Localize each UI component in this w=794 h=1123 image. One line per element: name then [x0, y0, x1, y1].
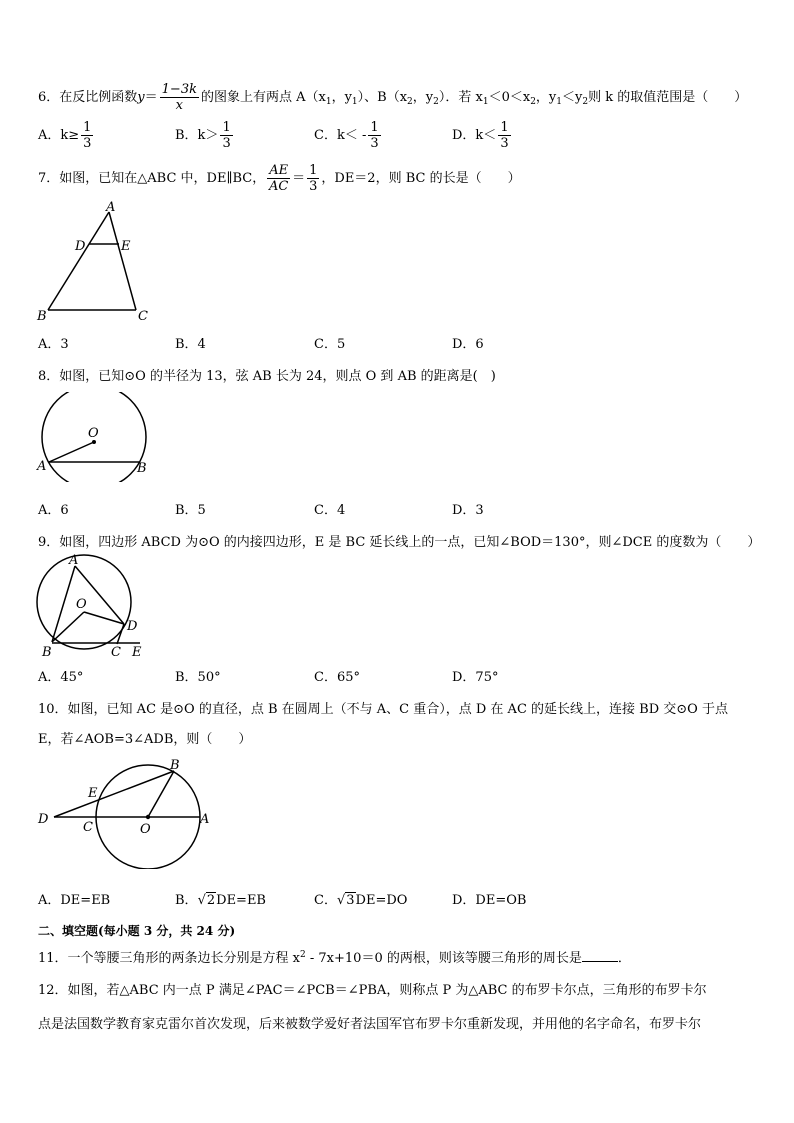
- q9-circle-figure: [34, 552, 149, 658]
- option-label: B．: [175, 893, 198, 908]
- q8-option-d[interactable]: D．3: [452, 503, 484, 518]
- option-label: C．k＜ -: [314, 128, 367, 143]
- sqrt-radicand: 3: [346, 893, 355, 908]
- q6-text8: ，y: [535, 90, 557, 105]
- q6-eq: ＝: [144, 90, 158, 105]
- q11-sup: 2: [300, 950, 306, 960]
- q7-frac-den: AC: [268, 179, 289, 194]
- q6-option-c[interactable]: [314, 120, 383, 151]
- q10-option-d[interactable]: [452, 889, 526, 908]
- label-c: C: [83, 820, 93, 835]
- option-num: 1: [370, 120, 379, 135]
- label-d: D: [38, 812, 49, 827]
- q6-frac-den: x: [175, 98, 183, 113]
- option-label: A．k≥: [38, 128, 80, 143]
- q6-option-b[interactable]: [175, 120, 235, 151]
- option-label: D．DE=OB: [452, 893, 527, 908]
- label-b: B: [137, 461, 147, 476]
- q6-text2: 的图象上有两点 A（x: [200, 90, 326, 105]
- label-d: D: [127, 619, 138, 634]
- q6-text6: ）．若 x: [438, 90, 483, 105]
- q7-triangle-figure: [34, 200, 164, 324]
- q6-sub: 2: [530, 97, 536, 107]
- label-b: B: [42, 645, 52, 658]
- q7-option-c[interactable]: C．5: [314, 337, 346, 352]
- q9-option-b[interactable]: B．50°: [175, 670, 221, 685]
- q10-stem-line1: 10．如图，已知 AC 是⊙O 的直径，点 B 在圆周上（不与 A、C 重合），点 D 在 AC 的延长线上，连接 BD 交⊙O 于点: [38, 702, 728, 717]
- option-den: 3: [500, 136, 509, 151]
- q6-text10: 则 k 的取值范围是（ ）: [588, 90, 748, 105]
- q6-option-d[interactable]: [452, 120, 513, 151]
- q10-option-c[interactable]: [314, 889, 407, 908]
- q7-option-a[interactable]: A．3: [38, 337, 69, 352]
- q6-text4: ）、B（x: [357, 90, 408, 105]
- q9-option-d[interactable]: D．75°: [452, 670, 499, 685]
- q10-circle-figure: [34, 757, 212, 869]
- option-label: C．: [314, 893, 337, 908]
- q8-option-c[interactable]: C．4: [314, 503, 346, 518]
- q10-option-b[interactable]: [175, 889, 266, 908]
- option-text: DE=DO: [355, 893, 408, 908]
- q7-option-d[interactable]: D．6: [452, 337, 484, 352]
- option-text: DE=EB: [216, 893, 266, 908]
- label-a: A: [200, 812, 210, 827]
- q9-option-c[interactable]: C．65°: [314, 670, 360, 685]
- option-num: 1: [222, 120, 231, 135]
- q6-sub: 1: [482, 97, 489, 107]
- option-den: 3: [370, 136, 379, 151]
- q11-text: 11．一个等腰三角形的两条边长分别是方程 x: [38, 951, 301, 966]
- q7-option-b[interactable]: B．4: [175, 337, 206, 352]
- sqrt-symbol: √2: [197, 893, 216, 908]
- q11-text2: - 7x+10＝0 的两根，则该等腰三角形的周长是: [305, 951, 582, 966]
- option-label: B．k＞: [175, 128, 219, 143]
- q6-text7: ＜0＜x: [488, 90, 531, 105]
- q10-stem-line2: E，若∠AOB=3∠ADB，则（ ）: [38, 732, 252, 747]
- label-a: A: [69, 553, 79, 568]
- q11-stem: [38, 947, 631, 966]
- q6-sub: 1: [351, 97, 358, 107]
- q7-frac-num: AE: [269, 163, 289, 178]
- q6-fraction: [160, 82, 199, 113]
- option-den: 3: [222, 136, 231, 151]
- label-c: C: [138, 309, 148, 324]
- q6-sub: 2: [433, 97, 439, 107]
- label-o: O: [88, 426, 99, 441]
- option-label: D．k＜: [452, 128, 497, 143]
- q8-option-a[interactable]: A．6: [38, 503, 69, 518]
- q6-sub: 1: [325, 97, 332, 107]
- q6-y: y: [137, 90, 145, 105]
- q8-stem: 8．如图，已知⊙O 的半径为 13，弦 AB 长为 24，则点 O 到 AB 的距离是( ): [38, 369, 496, 384]
- q6-option-a[interactable]: [38, 120, 95, 151]
- sqrt-radicand: 2: [206, 893, 216, 908]
- q6-sub: 2: [407, 97, 413, 107]
- label-b: B: [37, 309, 47, 324]
- sqrt-symbol: √3: [336, 893, 355, 908]
- q7-text: 7．如图，已知在△ABC 中，DE∥BC，: [38, 171, 266, 186]
- q12-stem-line2: 点是法国数学教育家克雷尔首次发现，后来被数学爱好者法国军官布罗卡尔重新发现，并用他的名字命名，布罗卡尔: [38, 1017, 702, 1032]
- label-d: D: [75, 239, 86, 254]
- label-e: E: [121, 239, 131, 254]
- label-c: C: [111, 645, 121, 658]
- q9-option-a[interactable]: A．45°: [38, 670, 84, 685]
- q6-frac-num: 1−3k: [161, 82, 197, 97]
- q7-fraction: [267, 163, 290, 194]
- q7-num2: 1: [309, 163, 318, 178]
- option-num: 1: [83, 120, 92, 135]
- q7-text2: ，DE＝2，则 BC 的长是（ ）: [321, 171, 521, 186]
- section-heading: 二、填空题(每小题 3 分，共 24 分): [38, 924, 236, 938]
- q7-eq: ＝: [292, 171, 306, 186]
- q6-sub: 2: [582, 97, 589, 107]
- label-e: E: [88, 786, 98, 801]
- answer-blank[interactable]: [582, 961, 618, 962]
- label-a: A: [37, 459, 47, 474]
- q6-text5: ，y: [412, 90, 434, 105]
- q6-text: 6．在反比例函数: [38, 90, 138, 105]
- q8-circle-figure: [34, 392, 152, 482]
- q12-stem-line1: 12．如图，若△ABC 内一点 P 满足∠PAC＝∠PCB＝∠PBA，则称点 P 为△ABC 的布罗卡尔点，三角形的布罗卡尔: [38, 983, 707, 998]
- option-label: A．DE=EB: [38, 893, 111, 908]
- label-o: O: [76, 597, 87, 612]
- q9-stem: 9．如图，四边形 ABCD 为⊙O 的内接四边形，E 是 BC 延长线上的一点，已知∠BOD＝130°，则∠DCE 的度数为（ ）: [38, 535, 761, 550]
- q6-sub: 1: [556, 97, 563, 107]
- q10-option-a[interactable]: [38, 889, 110, 908]
- label-o: O: [140, 822, 151, 837]
- option-den: 3: [83, 136, 92, 151]
- label-e: E: [132, 645, 142, 658]
- q7-stem: [38, 163, 521, 194]
- label-b: B: [170, 758, 180, 773]
- q11-text3: ．: [617, 951, 631, 966]
- q6-text9: ＜y: [562, 90, 583, 105]
- option-num: 1: [500, 120, 509, 135]
- label-a: A: [106, 200, 116, 215]
- q8-option-b[interactable]: B．5: [175, 503, 206, 518]
- q7-den2: 3: [309, 179, 318, 194]
- q6-text3: ，y: [331, 90, 352, 105]
- q6-stem: [38, 82, 747, 117]
